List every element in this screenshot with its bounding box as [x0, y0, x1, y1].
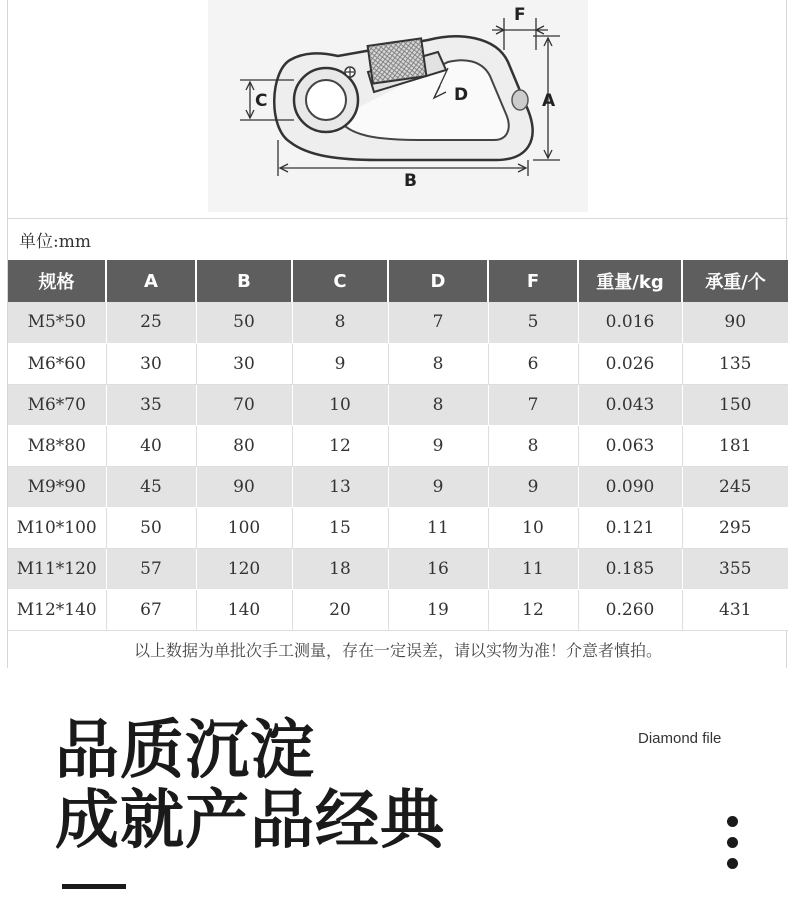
- column-header: 承重/个: [682, 260, 788, 302]
- table-cell: 9: [488, 466, 578, 507]
- spec-card: [7, 0, 787, 668]
- table-cell: 7: [488, 384, 578, 425]
- column-header: B: [196, 260, 292, 302]
- table-cell: 67: [106, 589, 196, 630]
- table-row: [8, 466, 788, 507]
- locking-sleeve: [368, 38, 427, 83]
- table-cell: 140: [196, 589, 292, 630]
- column-header: 规格: [8, 260, 106, 302]
- table-cell: 0.260: [578, 589, 682, 630]
- table-cell: M10*100: [8, 507, 106, 548]
- vertical-dots-icon: [727, 816, 739, 870]
- table-cell: 30: [196, 343, 292, 384]
- table-cell: M9*90: [8, 466, 106, 507]
- spec-table: [8, 260, 788, 631]
- table-cell: 50: [106, 507, 196, 548]
- column-header: D: [388, 260, 488, 302]
- table-row: [8, 548, 788, 589]
- table-cell: 245: [682, 466, 788, 507]
- table-cell: 9: [388, 425, 488, 466]
- table-cell: 18: [292, 548, 388, 589]
- table-cell: 57: [106, 548, 196, 589]
- table-cell: 80: [196, 425, 292, 466]
- table-cell: 13: [292, 466, 388, 507]
- table-cell: 11: [388, 507, 488, 548]
- table-cell: M8*80: [8, 425, 106, 466]
- table-cell: 0.016: [578, 302, 682, 343]
- table-cell: 355: [682, 548, 788, 589]
- table-cell: 25: [106, 302, 196, 343]
- table-row: [8, 589, 788, 630]
- table-cell: 19: [388, 589, 488, 630]
- table-cell: 30: [106, 343, 196, 384]
- table-cell: 0.043: [578, 384, 682, 425]
- table-cell: 8: [292, 302, 388, 343]
- table-cell: 12: [292, 425, 388, 466]
- table-cell: 120: [196, 548, 292, 589]
- tagline: Diamond file: [638, 730, 722, 747]
- table-row: [8, 425, 788, 466]
- table-row: [8, 302, 788, 343]
- table-cell: 100: [196, 507, 292, 548]
- accent-bar: [62, 884, 126, 889]
- table-cell: 431: [682, 589, 788, 630]
- table-row: [8, 384, 788, 425]
- eye-hole: [306, 80, 346, 120]
- table-cell: 10: [488, 507, 578, 548]
- table-cell: 9: [388, 466, 488, 507]
- gate-pin: [512, 90, 528, 110]
- table-header-row: [8, 260, 788, 302]
- table-cell: 70: [196, 384, 292, 425]
- unit-label: 单位:mm: [19, 232, 91, 252]
- table-cell: M5*50: [8, 302, 106, 343]
- table-cell: 7: [388, 302, 488, 343]
- table-cell: 150: [682, 384, 788, 425]
- table-row: [8, 507, 788, 548]
- table-cell: 0.185: [578, 548, 682, 589]
- table-cell: 90: [682, 302, 788, 343]
- disclaimer: 以上数据为单批次手工测量，存在一定误差，请以实物为准！介意者慎拍。: [133, 641, 662, 660]
- table-cell: 16: [388, 548, 488, 589]
- table-cell: 8: [388, 384, 488, 425]
- table-cell: M11*120: [8, 548, 106, 589]
- table-cell: 15: [292, 507, 388, 548]
- table-cell: 90: [196, 466, 292, 507]
- dim-label-b: B: [404, 171, 417, 191]
- table-cell: 35: [106, 384, 196, 425]
- table-cell: 135: [682, 343, 788, 384]
- headline-line-1: 品质沉淀: [55, 714, 315, 788]
- table-cell: 20: [292, 589, 388, 630]
- column-header: F: [488, 260, 578, 302]
- dim-label-c: C: [255, 91, 268, 111]
- headline-line-2: 成就产品经典: [55, 784, 445, 858]
- table-cell: 8: [488, 425, 578, 466]
- dim-label-d: D: [454, 85, 469, 105]
- table-cell: 11: [488, 548, 578, 589]
- column-header: 重量/kg: [578, 260, 682, 302]
- table-cell: 0.026: [578, 343, 682, 384]
- table-cell: M12*140: [8, 589, 106, 630]
- dim-label-a: A: [542, 91, 556, 111]
- table-cell: 0.121: [578, 507, 682, 548]
- dim-label-f: F: [514, 5, 526, 25]
- divider: [8, 218, 788, 219]
- column-header: C: [292, 260, 388, 302]
- table-cell: 0.063: [578, 425, 682, 466]
- table-cell: 12: [488, 589, 578, 630]
- column-header: A: [106, 260, 196, 302]
- table-cell: 295: [682, 507, 788, 548]
- headline: [55, 716, 445, 856]
- table-cell: 10: [292, 384, 388, 425]
- table-cell: M6*60: [8, 343, 106, 384]
- table-cell: 8: [388, 343, 488, 384]
- table-cell: 40: [106, 425, 196, 466]
- table-cell: 45: [106, 466, 196, 507]
- table-row: [8, 343, 788, 384]
- table-cell: 0.090: [578, 466, 682, 507]
- table-cell: 9: [292, 343, 388, 384]
- carabiner-drawing: [8, 0, 788, 218]
- table-cell: 181: [682, 425, 788, 466]
- table-cell: 5: [488, 302, 578, 343]
- table-cell: 50: [196, 302, 292, 343]
- carabiner-diagram: [8, 0, 788, 218]
- table-cell: M6*70: [8, 384, 106, 425]
- table-cell: 6: [488, 343, 578, 384]
